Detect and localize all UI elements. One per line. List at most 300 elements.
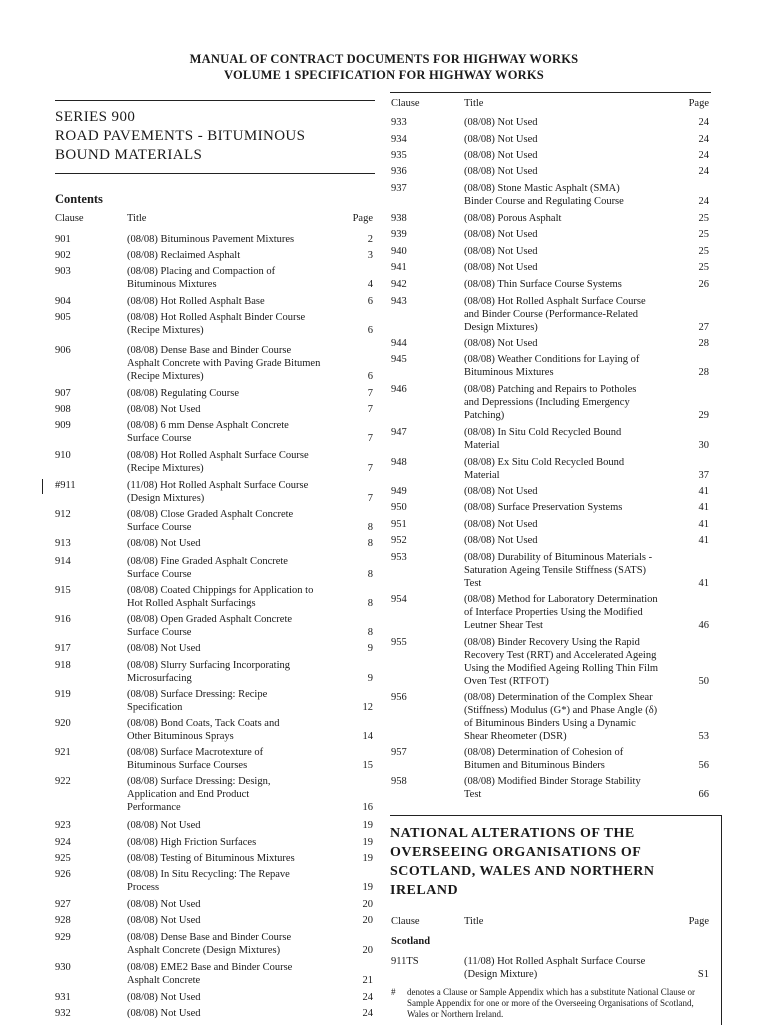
page-number: 24 <box>698 166 709 177</box>
clause-number: 946 <box>391 384 407 395</box>
page-number: 28 <box>698 367 709 378</box>
clause-title-line: Patching) <box>464 410 505 421</box>
page-number: 3 <box>367 250 373 261</box>
clause-title-line: (08/08) Hot Rolled Asphalt Surface Course <box>127 450 309 461</box>
contents-row <box>55 537 373 550</box>
clause-title-line: (08/08) Not Used <box>127 899 201 910</box>
contents-row <box>55 642 373 655</box>
page-number: 19 <box>362 820 373 831</box>
clause-number: 952 <box>391 535 407 546</box>
clause-number: 943 <box>391 296 407 307</box>
clause-number: 910 <box>55 450 71 461</box>
clause-title-line: Recovery Test (RRT) and Accelerated Ageing <box>464 650 657 661</box>
clause-title-line: (08/08) Close Graded Asphalt Concrete <box>127 509 294 520</box>
national-alterations-title: NATIONAL ALTERATIONS OF THE OVERSEEING ORGANISATIONS OF SCOTLAND, WALES AND NORTHERN IRELAND <box>390 826 655 898</box>
contents-row <box>55 311 373 337</box>
clause-number: #911 <box>55 480 76 491</box>
clause-title-line: (08/08) In Situ Recycling: The Repave <box>127 869 290 880</box>
page-number: 24 <box>362 992 373 1003</box>
clause-title-line: (08/08) Hot Rolled Asphalt Base <box>127 296 265 307</box>
clause-title-line: (08/08) Determination of the Complex Shear <box>464 692 653 703</box>
page-number: 6 <box>367 296 373 307</box>
clause-title-line: Process <box>127 882 160 893</box>
clause-title-line: (Recipe Mixtures) <box>127 463 204 474</box>
clause-number: 919 <box>55 689 71 700</box>
clause-title-line: (08/08) Not Used <box>127 643 201 654</box>
page-number: 27 <box>698 322 709 333</box>
contents-row <box>391 746 709 772</box>
clause-number: 907 <box>55 388 71 399</box>
left-col-page: Page <box>352 213 373 224</box>
page-number: 7 <box>367 493 373 504</box>
page-number: 26 <box>698 279 709 290</box>
page-number: 8 <box>367 522 373 533</box>
page-number: 4 <box>367 279 373 290</box>
clause-number: 930 <box>55 962 71 973</box>
clause-title-line: (08/08) Ex Situ Cold Recycled Bound <box>464 457 625 468</box>
clause-number: 921 <box>55 747 71 758</box>
page-number: 21 <box>362 975 373 986</box>
page-number: 20 <box>362 945 373 956</box>
contents-row <box>391 261 709 274</box>
page-number: 19 <box>362 837 373 848</box>
contents-row <box>391 165 709 178</box>
clause-title-line: Surface Course <box>127 433 192 444</box>
clause-number: 902 <box>55 250 71 261</box>
clause-title-line: (08/08) Durability of Bituminous Materials - <box>464 552 653 563</box>
footnote-symbol: # <box>391 987 396 997</box>
clause-title-line: (08/08) Not Used <box>127 820 201 831</box>
page-number: 6 <box>367 325 373 336</box>
clause-title-line: (Design Mixture) <box>464 969 538 980</box>
page-number: 25 <box>698 262 709 273</box>
page-number: 9 <box>367 673 373 684</box>
clause-number: 909 <box>55 420 71 431</box>
clause-title-line: (11/08) Hot Rolled Asphalt Surface Course <box>464 956 646 967</box>
clause-number: 901 <box>55 234 71 245</box>
clause-number: 947 <box>391 427 407 438</box>
contents-row <box>55 836 373 849</box>
clause-number: 927 <box>55 899 71 910</box>
page-number: 24 <box>362 1008 373 1019</box>
clause-title-line: (08/08) Modified Binder Storage Stability <box>464 776 641 787</box>
series-number: SERIES 900 <box>55 109 136 125</box>
clause-title-line: Shear Rheometer (DSR) <box>464 731 567 742</box>
clause-number: 928 <box>55 915 71 926</box>
clause-number: 918 <box>55 660 71 671</box>
clause-number: 931 <box>55 992 71 1003</box>
clause-title-line: (08/08) High Friction Surfaces <box>127 837 257 848</box>
clause-title-line: Asphalt Concrete (Design Mixtures) <box>127 945 281 956</box>
contents-row <box>391 149 709 162</box>
clause-number: 938 <box>391 213 407 224</box>
clause-title-line: Oven Test (RTFOT) <box>464 676 549 687</box>
nat-col-clause: Clause <box>391 916 420 927</box>
contents-row <box>391 353 709 379</box>
page-number: 24 <box>698 150 709 161</box>
page-number: 19 <box>362 853 373 864</box>
clause-title-line: (08/08) Not Used <box>464 166 538 177</box>
contents-row <box>55 613 373 639</box>
contents-row <box>391 182 709 208</box>
contents-row <box>55 387 373 400</box>
contents-row <box>55 555 373 581</box>
contents-row <box>55 659 373 685</box>
right-top-rule <box>390 92 711 93</box>
clause-number: 955 <box>391 637 407 648</box>
clause-title-line: (08/08) Determination of Cohesion of <box>464 747 624 758</box>
footnote-text: denotes a Clause or Sample Appendix which has a substitute National Clause or Sample Appendix for one or more of the Overseeing Organisations of Scotland, Wales or Northern Ireland. <box>407 987 695 1019</box>
clause-title-line: Surface Course <box>127 522 192 533</box>
clause-title-line: Asphalt Concrete with Paving Grade Bitumen <box>127 358 321 369</box>
clause-title-line: (08/08) Not Used <box>127 992 201 1003</box>
clause-title-line: (08/08) Not Used <box>127 915 201 926</box>
volume-title: VOLUME 1 SPECIFICATION FOR HIGHWAY WORKS <box>224 68 544 82</box>
contents-row <box>391 691 709 743</box>
clause-number: 956 <box>391 692 407 703</box>
clause-number: 911TS <box>391 956 419 967</box>
clause-number: 935 <box>391 150 407 161</box>
page-number: 28 <box>698 338 709 349</box>
contents-row <box>55 746 373 772</box>
series-title-line2: BOUND MATERIALS <box>55 147 203 163</box>
contents-row <box>55 1007 373 1020</box>
clause-title-line: Saturation Ageing Tensile Stiffness (SATS) <box>464 565 647 576</box>
contents-heading: Contents <box>55 192 103 206</box>
clause-title-line: and Binder Course (Performance-Related <box>464 309 639 320</box>
page-number: 20 <box>362 899 373 910</box>
contents-row <box>55 584 373 610</box>
clause-title-line: of Interface Properties Using the Modified <box>464 607 643 618</box>
clause-title-line: (08/08) Dense Base and Binder Course <box>127 932 292 943</box>
page-number: S1 <box>697 969 709 980</box>
page-number: 9 <box>367 643 373 654</box>
clause-number: 944 <box>391 338 407 349</box>
page-number: 56 <box>698 760 709 771</box>
page-number: 25 <box>698 229 709 240</box>
contents-row <box>391 212 709 225</box>
clause-number: 914 <box>55 556 71 567</box>
contents-row <box>55 265 373 291</box>
contents-row <box>55 819 373 832</box>
contents-row <box>55 717 373 743</box>
clause-title-line: Application and End Product <box>127 789 250 800</box>
right-col-page: Page <box>688 98 709 109</box>
clause-title-line: (08/08) Bituminous Pavement Mixtures <box>127 234 295 245</box>
clause-title-line: (08/08) Surface Dressing: Design, <box>127 776 271 787</box>
nat-col-title: Title <box>464 916 484 927</box>
change-bar <box>42 479 43 494</box>
clause-title-line: (08/08) Regulating Course <box>127 388 239 399</box>
clause-title-line: Surface Course <box>127 569 192 580</box>
clause-title-line: (08/08) Not Used <box>464 117 538 128</box>
clause-title-line: (08/08) Not Used <box>464 262 538 273</box>
page-number: 46 <box>698 620 709 631</box>
contents-row <box>391 337 709 350</box>
clause-title-line: Leutner Shear Test <box>464 620 543 631</box>
clause-number: 917 <box>55 643 71 654</box>
clause-title-line: Bituminous Mixtures <box>127 279 217 290</box>
clause-number: 957 <box>391 747 407 758</box>
clause-number: 932 <box>55 1008 71 1019</box>
clause-title-line: (08/08) Not Used <box>464 134 538 145</box>
contents-row <box>55 295 373 308</box>
clause-number: 926 <box>55 869 71 880</box>
clause-title-line: Asphalt Concrete <box>127 975 201 986</box>
clause-title-line: (08/08) Not Used <box>464 519 538 530</box>
clause-number: 941 <box>391 262 407 273</box>
contents-row <box>55 868 373 894</box>
clause-title-line: (Recipe Mixtures) <box>127 371 204 382</box>
contents-row <box>391 593 709 632</box>
clause-title-line: (08/08) Thin Surface Course Systems <box>464 279 622 290</box>
contents-row <box>391 383 709 422</box>
clause-number: 908 <box>55 404 71 415</box>
clause-title-line: (08/08) Not Used <box>127 404 201 415</box>
series-title-line1: ROAD PAVEMENTS - BITUMINOUS <box>55 128 306 144</box>
clause-title-line: (08/08) Fine Graded Asphalt Concrete <box>127 556 288 567</box>
clause-title-line: (08/08) Surface Macrotexture of <box>127 747 264 758</box>
page-number: 8 <box>367 569 373 580</box>
clause-title-line: (08/08) Method for Laboratory Determination <box>464 594 658 605</box>
contents-row <box>55 852 373 865</box>
contents-row <box>391 636 709 688</box>
right-col-title: Title <box>464 98 484 109</box>
contents-row <box>391 245 709 258</box>
contents-row <box>55 898 373 911</box>
clause-number: 925 <box>55 853 71 864</box>
clause-title-line: (08/08) Dense Base and Binder Course <box>127 345 292 356</box>
clause-number: 945 <box>391 354 407 365</box>
page-number: 41 <box>698 519 709 530</box>
clause-title-line: (08/08) Hot Rolled Asphalt Surface Course <box>464 296 646 307</box>
clause-number: 933 <box>391 117 407 128</box>
contents-row <box>55 508 373 534</box>
page-number: 8 <box>367 627 373 638</box>
clause-title-line: (Design Mixtures) <box>127 493 205 504</box>
contents-row <box>55 233 373 246</box>
page-number: 7 <box>367 433 373 444</box>
manual-title: MANUAL OF CONTRACT DOCUMENTS FOR HIGHWAY WORKS <box>189 52 579 66</box>
page-number: 6 <box>367 371 373 382</box>
contents-row <box>391 501 709 514</box>
clause-title-line: (08/08) Not Used <box>464 486 538 497</box>
page-number: 8 <box>367 538 373 549</box>
clause-number: 953 <box>391 552 407 563</box>
clause-title-line: Hot Rolled Asphalt Surfacings <box>127 598 256 609</box>
clause-title-line: (08/08) Weather Conditions for Laying of <box>464 354 640 365</box>
clause-title-line: (08/08) Patching and Repairs to Potholes <box>464 384 637 395</box>
clause-number: 922 <box>55 776 71 787</box>
clause-number: 912 <box>55 509 71 520</box>
clause-number: 936 <box>391 166 407 177</box>
right-col-clause: Clause <box>391 98 420 109</box>
clause-number: 924 <box>55 837 71 848</box>
page-number: 15 <box>362 760 373 771</box>
clause-number: 950 <box>391 502 407 513</box>
clause-title-line: Material <box>464 470 500 481</box>
contents-row <box>55 775 373 814</box>
clause-title-line: (08/08) Coated Chippings for Application to <box>127 585 314 596</box>
page-number: 14 <box>362 731 373 742</box>
page-number: 41 <box>698 535 709 546</box>
page-number: 24 <box>698 134 709 145</box>
clause-title-line: (08/08) Not Used <box>127 1008 201 1019</box>
page-number: 2 <box>367 234 373 245</box>
clause-title-line: Material <box>464 440 500 451</box>
page-number: 24 <box>698 117 709 128</box>
page-number: 41 <box>698 578 709 589</box>
clause-number: 939 <box>391 229 407 240</box>
clause-title-line: (11/08) Hot Rolled Asphalt Surface Course <box>127 480 309 491</box>
contents-row <box>55 479 373 505</box>
clause-title-line: (08/08) Binder Recovery Using the Rapid <box>464 637 640 648</box>
page-number: 7 <box>367 404 373 415</box>
clause-title-line: (08/08) Open Graded Asphalt Concrete <box>127 614 293 625</box>
page-number: 8 <box>367 598 373 609</box>
clause-title-line: (08/08) Bond Coats, Tack Coats and <box>127 718 280 729</box>
clause-title-line: (08/08) Slurry Surfacing Incorporating <box>127 660 291 671</box>
page-number: 66 <box>698 789 709 800</box>
clause-title-line: (08/08) Not Used <box>464 229 538 240</box>
clause-title-line: Design Mixtures) <box>464 322 538 333</box>
contents-row <box>55 914 373 927</box>
contents-row <box>391 534 709 547</box>
clause-title-line: Binder Course and Regulating Course <box>464 196 624 207</box>
clause-number: 906 <box>55 345 71 356</box>
clause-number: 915 <box>55 585 71 596</box>
clause-title-line: (08/08) Surface Preservation Systems <box>464 502 623 513</box>
clause-title-line: Test <box>464 578 482 589</box>
clause-number: 916 <box>55 614 71 625</box>
clause-number: 937 <box>391 183 407 194</box>
clause-title-line: (Recipe Mixtures) <box>127 325 204 336</box>
clause-title-line: Surface Course <box>127 627 192 638</box>
contents-row <box>391 295 709 334</box>
clause-number: 920 <box>55 718 71 729</box>
page-number: 20 <box>362 915 373 926</box>
clause-number: 934 <box>391 134 407 145</box>
clause-title-line: Bituminous Surface Courses <box>127 760 248 771</box>
contents-row <box>391 518 709 531</box>
clause-number: 954 <box>391 594 407 605</box>
clause-title-line: (08/08) Not Used <box>464 338 538 349</box>
scotland-subheading: Scotland <box>391 936 431 947</box>
left-top-rule <box>55 100 375 101</box>
clause-title-line: (08/08) Not Used <box>127 538 201 549</box>
page-number: 19 <box>362 882 373 893</box>
contents-row <box>55 961 373 987</box>
contents-row <box>391 775 709 801</box>
page-number: 50 <box>698 676 709 687</box>
clause-title-line: (08/08) Testing of Bituminous Mixtures <box>127 853 295 864</box>
page-number: 25 <box>698 213 709 224</box>
clause-number: 904 <box>55 296 71 307</box>
contents-row <box>391 228 709 241</box>
clause-title-line: of Bituminous Binders Using a Dynamic <box>464 718 636 729</box>
clause-number: 951 <box>391 519 407 530</box>
clause-number: 940 <box>391 246 407 257</box>
clause-title-line: and Depressions (Including Emergency <box>464 397 630 408</box>
clause-title-line: Bitumen and Bituminous Binders <box>464 760 605 771</box>
page-number: 29 <box>698 410 709 421</box>
clause-number: 929 <box>55 932 71 943</box>
contents-row <box>55 419 373 445</box>
left-col-title: Title <box>127 213 147 224</box>
clause-title-line: Test <box>464 789 482 800</box>
clause-title-line: Specification <box>127 702 183 713</box>
clause-title-line: (Stiffness) Modulus (G*) and Phase Angle (δ) <box>464 705 658 716</box>
clause-title-line: (08/08) In Situ Cold Recycled Bound <box>464 427 622 438</box>
clause-number: 923 <box>55 820 71 831</box>
clause-title-line: Bituminous Mixtures <box>464 367 554 378</box>
page-number: 53 <box>698 731 709 742</box>
clause-number: 949 <box>391 486 407 497</box>
clause-title-line: Microsurfacing <box>127 673 192 684</box>
contents-row <box>391 426 709 452</box>
clause-number: 913 <box>55 538 71 549</box>
contents-row <box>391 485 709 498</box>
clause-title-line: Using the Modified Ageing Rolling Thin Film <box>464 663 659 674</box>
page-number: 41 <box>698 502 709 513</box>
page-number: 37 <box>698 470 709 481</box>
page-number: 7 <box>367 388 373 399</box>
clause-title-line: (08/08) Hot Rolled Asphalt Binder Course <box>127 312 306 323</box>
page-number: 16 <box>362 802 373 813</box>
clause-title-line: Other Bituminous Sprays <box>127 731 234 742</box>
contents-row <box>391 551 709 590</box>
contents-row <box>391 955 709 981</box>
page-number: 7 <box>367 463 373 474</box>
contents-row <box>55 991 373 1004</box>
clause-title-line: (08/08) Surface Dressing: Recipe <box>127 689 268 700</box>
contents-row <box>55 688 373 714</box>
left-series-rule <box>55 173 375 174</box>
clause-number: 958 <box>391 776 407 787</box>
contents-row <box>55 344 373 383</box>
clause-title-line: (08/08) Stone Mastic Asphalt (SMA) <box>464 183 620 194</box>
clause-number: 948 <box>391 457 407 468</box>
contents-row <box>391 278 709 291</box>
page-number: 12 <box>362 702 373 713</box>
clause-title-line: (08/08) Porous Asphalt <box>464 213 562 224</box>
clause-title-line: (08/08) Not Used <box>464 150 538 161</box>
contents-row <box>55 403 373 416</box>
clause-title-line: (08/08) Not Used <box>464 535 538 546</box>
page-number: 41 <box>698 486 709 497</box>
clause-number: 905 <box>55 312 71 323</box>
clause-title-line: (08/08) Not Used <box>464 246 538 257</box>
clause-number: 942 <box>391 279 407 290</box>
nat-col-page: Page <box>688 916 709 927</box>
clause-title-line: (08/08) Reclaimed Asphalt <box>127 250 241 261</box>
contents-row <box>391 456 709 482</box>
clause-number: 903 <box>55 266 71 277</box>
clause-title-line: Performance <box>127 802 181 813</box>
contents-row <box>391 133 709 146</box>
series-heading <box>55 108 305 165</box>
page-number: 30 <box>698 440 709 451</box>
page-number: 25 <box>698 246 709 257</box>
clause-title-line: (08/08) 6 mm Dense Asphalt Concrete <box>127 420 289 431</box>
contents-row <box>55 449 373 475</box>
contents-row <box>55 249 373 262</box>
left-col-clause: Clause <box>55 213 84 224</box>
clause-title-line: (08/08) EME2 Base and Binder Course <box>127 962 293 973</box>
clause-title-line: (08/08) Placing and Compaction of <box>127 266 276 277</box>
contents-row <box>55 931 373 957</box>
page-number: 24 <box>698 196 709 207</box>
